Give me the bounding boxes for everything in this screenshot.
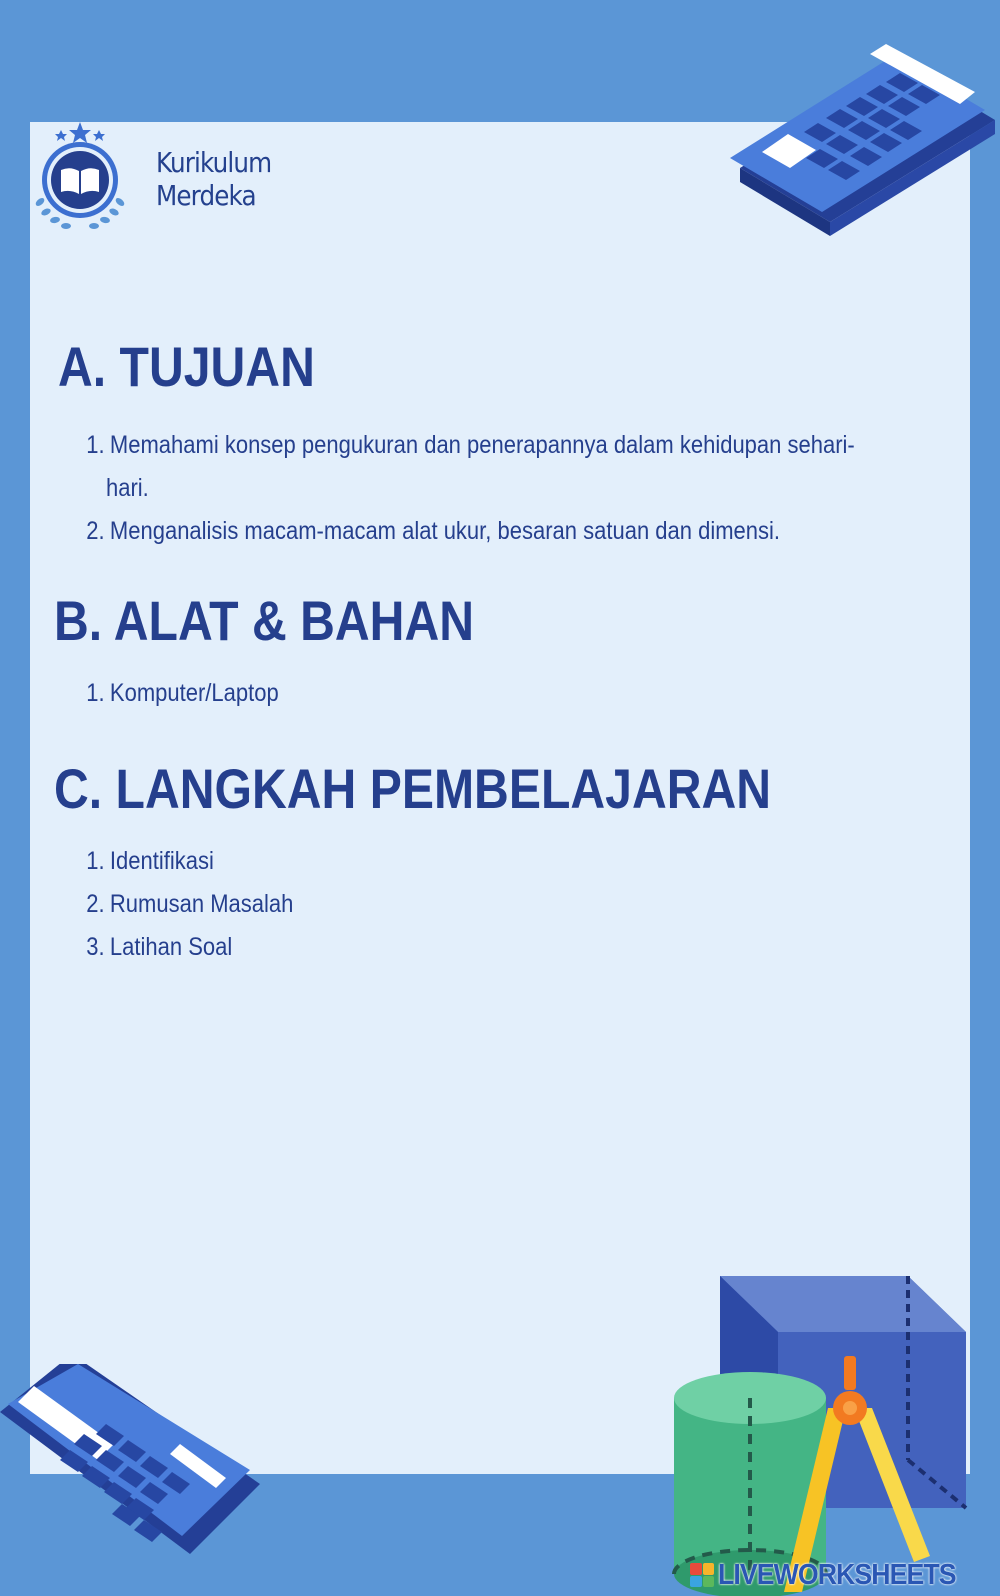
list-number: 1. xyxy=(86,431,105,459)
watermark xyxy=(690,1558,976,1592)
list-text: Latihan Soal xyxy=(109,933,233,961)
list-item xyxy=(80,430,855,460)
list-number: 1. xyxy=(86,679,105,707)
section-a-title: A. TUJUAN xyxy=(58,335,315,398)
calculator-icon xyxy=(0,1364,270,1596)
watermark-text: LIVEWORKSHEETS xyxy=(718,1558,956,1591)
list-item xyxy=(80,889,293,919)
book-emblem-icon xyxy=(28,122,132,234)
list-number: 2. xyxy=(86,517,105,545)
liveworksheets-logo-icon xyxy=(690,1563,714,1587)
brand-line1: Kurikulum xyxy=(156,146,272,179)
section-b-title: B. ALAT & BAHAN xyxy=(54,589,475,652)
list-item xyxy=(80,516,780,546)
list-item xyxy=(80,846,214,876)
list-text: Identifikasi xyxy=(109,847,214,875)
list-item xyxy=(80,932,232,962)
section-c-title: C. LANGKAH PEMBELAJARAN xyxy=(54,757,772,820)
brand-name xyxy=(156,146,271,212)
list-text: Komputer/Laptop xyxy=(109,679,279,707)
list-item xyxy=(80,678,279,708)
list-text-continuation: hari. xyxy=(106,474,149,502)
calculator-icon xyxy=(730,40,1000,250)
list-number: 3. xyxy=(86,933,105,961)
list-text: Memahami konsep pengukuran dan penerapannya dalam kehidupan sehari- xyxy=(109,431,855,459)
brand-line2: Merdeka xyxy=(156,179,256,212)
list-number: 2. xyxy=(86,890,105,918)
list-number: 1. xyxy=(86,847,105,875)
list-text: Menganalisis macam-macam alat ukur, besaran satuan dan dimensi. xyxy=(109,517,781,545)
list-text: Rumusan Masalah xyxy=(109,890,294,918)
